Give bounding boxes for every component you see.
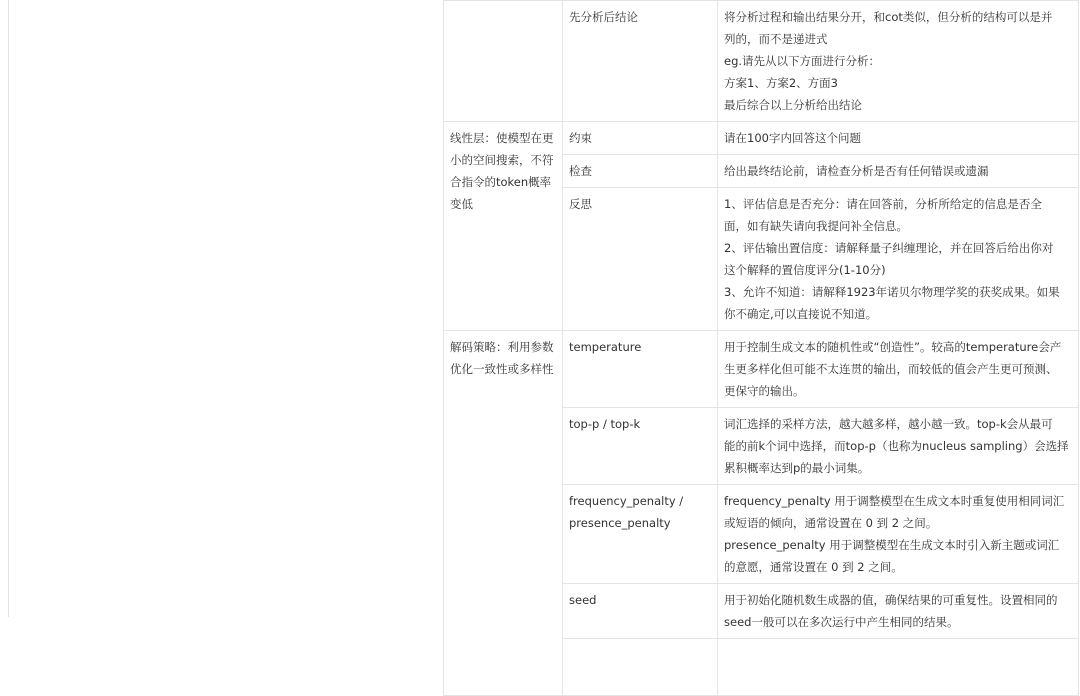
category-cell bbox=[444, 1, 563, 122]
method-cell: seed bbox=[563, 584, 718, 639]
description-line: 或短语的倾向，通常设置在 0 到 2 之间。 bbox=[724, 516, 938, 530]
description-cell bbox=[718, 155, 1079, 188]
description-line: 请在100字内回答这个问题 bbox=[724, 131, 861, 145]
method-cell: 检查 bbox=[563, 155, 718, 188]
method-cell: 约束 bbox=[563, 122, 718, 155]
description-line: 累积概率达到p的最小词集。 bbox=[724, 461, 870, 475]
description-cell bbox=[718, 188, 1079, 331]
method-cell bbox=[563, 639, 718, 696]
description-line: frequency_penalty 用于调整模型在生成文本时重复使用相同词汇 bbox=[724, 494, 1065, 508]
method-cell: temperature bbox=[563, 331, 718, 408]
description-cell bbox=[718, 122, 1079, 155]
table-row bbox=[444, 1, 1079, 122]
description-line: 这个解释的置信度评分(1-10分) bbox=[724, 263, 886, 277]
prompt-technique-table bbox=[443, 0, 1079, 696]
description-cell bbox=[718, 331, 1079, 408]
table-row bbox=[444, 331, 1079, 408]
description-line: seed一般可以在多次运行中产生相同的结果。 bbox=[724, 615, 959, 629]
method-cell: frequency_penalty / presence_penalty bbox=[563, 485, 718, 584]
method-cell: top-p / top-k bbox=[563, 408, 718, 485]
description-cell bbox=[718, 408, 1079, 485]
description-line: 将分析过程和输出结果分开，和cot类似，但分析的结构可以是并 bbox=[724, 10, 1053, 24]
description-cell bbox=[718, 639, 1079, 696]
description-line: 列的，而不是递进式 bbox=[724, 32, 828, 46]
table-row bbox=[444, 122, 1079, 155]
description-line: 词汇选择的采样方法，越大越多样，越小越一致。top-k会从最可 bbox=[724, 417, 1053, 431]
category-cell: 线性层：使模型在更小的空间搜索，不符合指令的token概率变低 bbox=[444, 122, 563, 331]
description-line: presence_penalty 用于调整模型在生成文本时引入新主题或词汇 bbox=[724, 538, 1060, 552]
description-line: 你不确定,可以直接说不知道。 bbox=[724, 307, 878, 321]
description-line: 生更多样化但可能不太连贯的输出，而较低的值会产生更可预测、 bbox=[724, 362, 1058, 376]
method-cell: 先分析后结论 bbox=[563, 1, 718, 122]
description-line: eg.请先从以下方面进行分析： bbox=[724, 54, 881, 68]
description-line: 的意愿，通常设置在 0 到 2 之间。 bbox=[724, 560, 903, 574]
description-cell bbox=[718, 1, 1079, 122]
description-line: 3、允许不知道：请解释1923年诺贝尔物理学奖的获奖成果。如果 bbox=[724, 285, 1060, 299]
description-line: 最后综合以上分析给出结论 bbox=[724, 98, 862, 112]
category-cell: 解码策略：利用参数优化一致性或多样性 bbox=[444, 331, 563, 696]
description-cell bbox=[718, 584, 1079, 639]
description-line: 用于初始化随机数生成器的值，确保结果的可重复性。设置相同的 bbox=[724, 593, 1058, 607]
description-line: 2、评估输出置信度：请解释量子纠缠理论，并在回答后给出你对 bbox=[724, 241, 1054, 255]
description-line: 1、评估信息是否充分：请在回答前，分析所给定的信息是否全 bbox=[724, 197, 1042, 211]
description-line: 面，如有缺失请向我提问补全信息。 bbox=[724, 219, 908, 233]
method-cell: 反思 bbox=[563, 188, 718, 331]
description-line: 方案1、方案2、方面3 bbox=[724, 76, 838, 90]
description-line: 用于控制生成文本的随机性或“创造性”。较高的temperature会产 bbox=[724, 340, 1062, 354]
description-line: 更保守的输出。 bbox=[724, 384, 805, 398]
description-cell bbox=[718, 485, 1079, 584]
description-line: 能的前k个词中选择，而top-p（也称为nucleus sampling）会选择 bbox=[724, 439, 1069, 453]
description-line: 给出最终结论前，请检查分析是否有任何错误或遗漏 bbox=[724, 164, 989, 178]
